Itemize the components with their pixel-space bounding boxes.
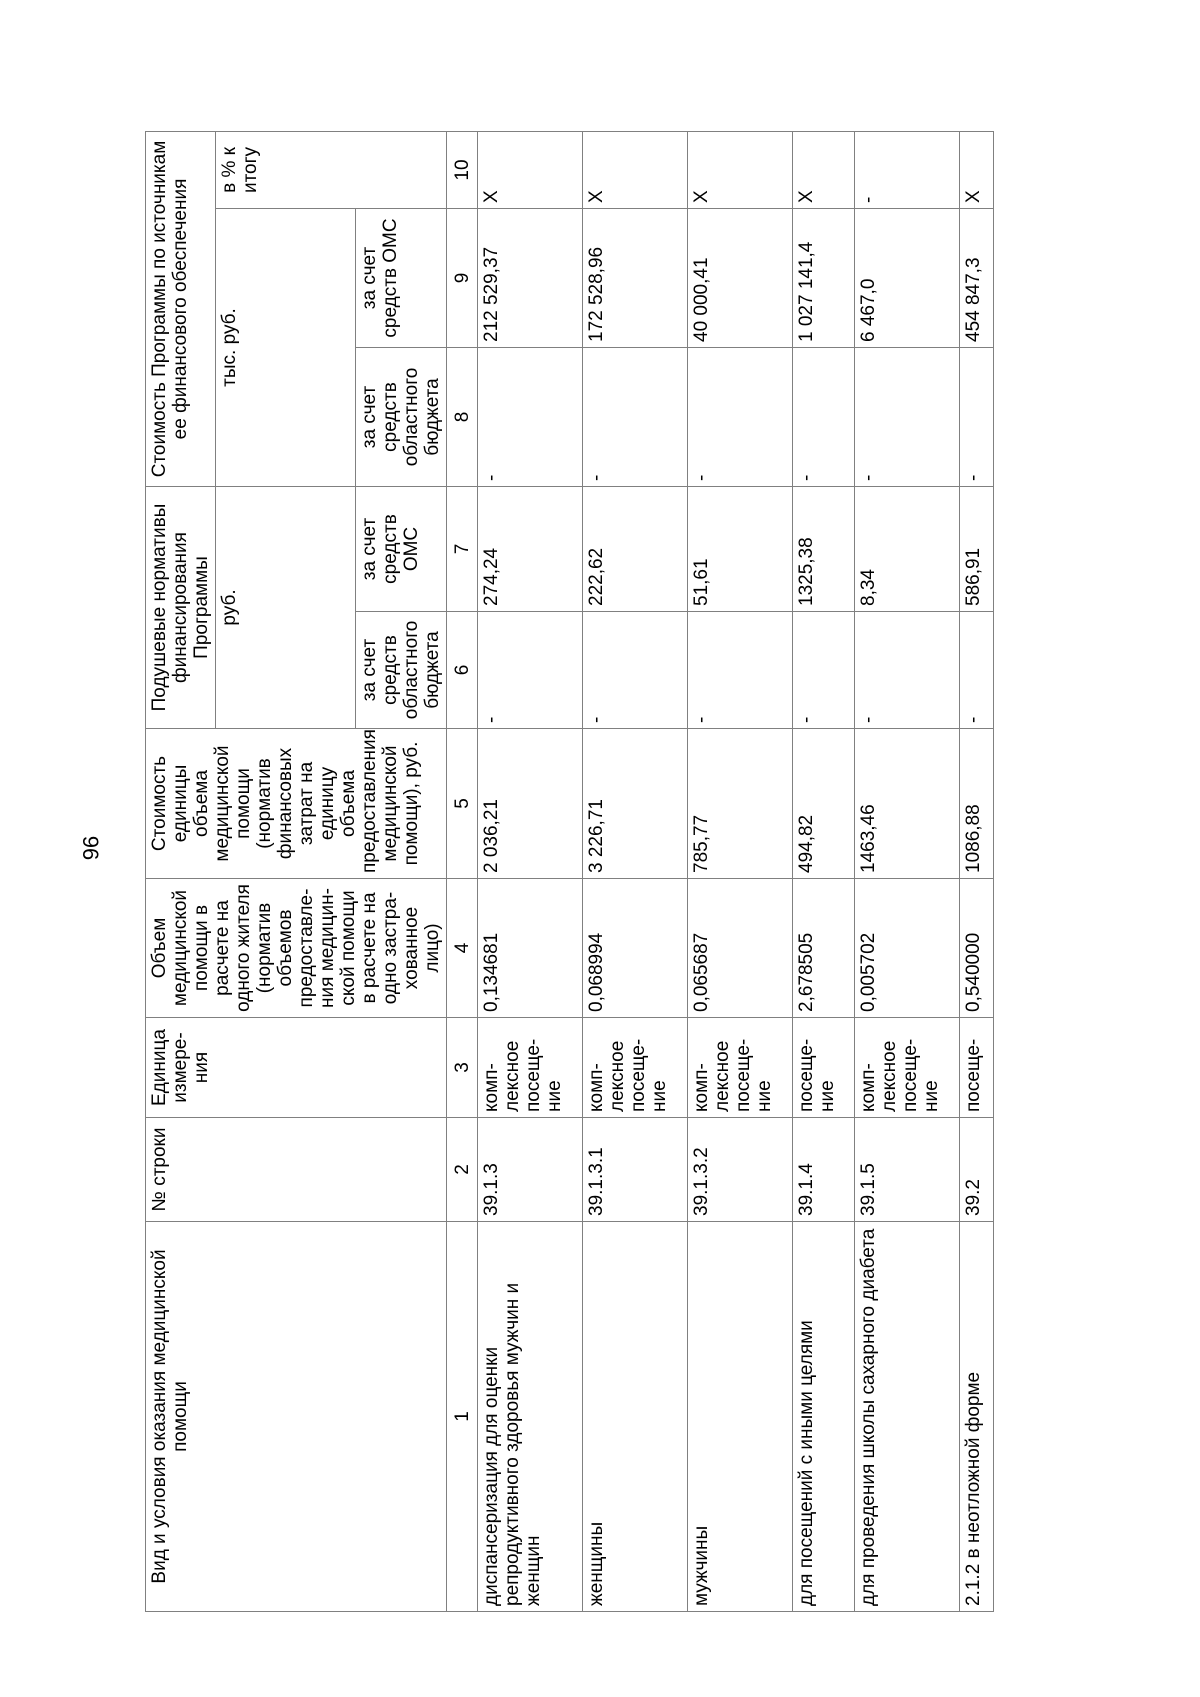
row-oms-cost: 6 467,0 <box>855 209 960 348</box>
row-volume: 0,065687 <box>688 879 793 1018</box>
table-row <box>583 131 688 1611</box>
row-name: для посещений с иными целями <box>793 1222 855 1612</box>
header-oms: за счет средств ОМС <box>356 209 447 348</box>
header-volume: Объем медицинской помощи в расчете на одного жителя (норматив объемов предоставле-ния медицин-ской помощи в расчете на одно застра-хованное лицо) <box>146 879 447 1018</box>
row-regional-per-capita: - <box>855 612 960 729</box>
row-unit: посеще-ние <box>793 1018 855 1118</box>
row-regional-cost: - <box>478 348 583 487</box>
row-unit: посеще- <box>960 1018 994 1118</box>
header-oms: за счет средств ОМС <box>356 487 447 612</box>
row-unit-cost: 494,82 <box>793 729 855 879</box>
row-number: 39.1.3 <box>478 1118 583 1222</box>
row-regional-cost: - <box>855 348 960 487</box>
row-volume: 0,540000 <box>960 879 994 1018</box>
row-name: 2.1.2 в неотложной форме <box>960 1222 994 1612</box>
rotated-table-wrapper <box>145 132 1125 1612</box>
table-row <box>688 131 793 1611</box>
row-name: женщины <box>583 1222 688 1612</box>
row-oms-per-capita: 222,62 <box>583 487 688 612</box>
row-regional-per-capita: - <box>478 612 583 729</box>
row-volume: 0,134681 <box>478 879 583 1018</box>
row-number: 39.1.5 <box>855 1118 960 1222</box>
column-number: 8 <box>447 348 478 487</box>
column-number: 4 <box>447 879 478 1018</box>
row-oms-cost: 454 847,3 <box>960 209 994 348</box>
row-percent: Х <box>793 131 855 208</box>
row-percent: Х <box>583 131 688 208</box>
row-regional-cost: - <box>583 348 688 487</box>
table-row <box>793 131 855 1611</box>
column-number: 10 <box>447 131 478 208</box>
row-regional-cost: - <box>688 348 793 487</box>
column-number: 2 <box>447 1118 478 1222</box>
page-number: 96 <box>78 835 103 861</box>
header-per-capita-group: Подушевые нормативы финансирования Программы <box>146 487 216 729</box>
column-number: 7 <box>447 487 478 612</box>
header-kind: Вид и условия оказания медицинской помощи <box>146 1222 447 1612</box>
header-regional-budget: за счет средств областного бюджета <box>356 612 447 729</box>
row-oms-per-capita: 8,34 <box>855 487 960 612</box>
row-regional-per-capita: - <box>583 612 688 729</box>
row-name: для проведения школы сахарного диабета <box>855 1222 960 1612</box>
header-program-cost-group: Стоимость Программы по источникам ее финансового обеспечения <box>146 131 216 486</box>
header-unit-cost: Стоимость единицы объема медицинской помощи (норматив финансовых затрат на единицу объема предоставления медицинской помощи), руб. <box>146 729 447 879</box>
row-regional-cost: - <box>960 348 994 487</box>
column-number: 9 <box>447 209 478 348</box>
row-volume: 0,068994 <box>583 879 688 1018</box>
table-row <box>855 131 960 1611</box>
column-number: 6 <box>447 612 478 729</box>
row-percent: Х <box>688 131 793 208</box>
row-name: диспансеризация для оценки репродуктивного здоровья мужчин и женщин <box>478 1222 583 1612</box>
row-regional-per-capita: - <box>960 612 994 729</box>
row-name: мужчины <box>688 1222 793 1612</box>
row-unit-cost: 3 226,71 <box>583 729 688 879</box>
row-regional-per-capita: - <box>793 612 855 729</box>
row-number: 39.1.4 <box>793 1118 855 1222</box>
row-oms-cost: 1 027 141,4 <box>793 209 855 348</box>
row-unit-cost: 1463,46 <box>855 729 960 879</box>
row-volume: 2,678505 <box>793 879 855 1018</box>
row-oms-cost: 40 000,41 <box>688 209 793 348</box>
row-oms-cost: 212 529,37 <box>478 209 583 348</box>
row-percent: Х <box>478 131 583 208</box>
row-oms-per-capita: 586,91 <box>960 487 994 612</box>
header-program-cost-unit: тыс. руб. <box>216 209 356 487</box>
row-number: 39.1.3.2 <box>688 1118 793 1222</box>
financing-table <box>145 131 994 1612</box>
row-percent: - <box>855 131 960 208</box>
row-unit: комп-лексное посеще-ние <box>583 1018 688 1118</box>
header-regional-budget: за счет средств областного бюджета <box>356 348 447 487</box>
row-regional-per-capita: - <box>688 612 793 729</box>
row-unit: комп-лексное посеще-ние <box>855 1018 960 1118</box>
row-volume: 0,005702 <box>855 879 960 1018</box>
header-percent-total: в % к итогу <box>216 131 447 208</box>
header-line-number: № строки <box>146 1118 447 1222</box>
row-oms-cost: 172 528,96 <box>583 209 688 348</box>
header-per-capita-unit: руб. <box>216 487 356 729</box>
table-row <box>960 131 994 1611</box>
row-unit-cost: 2 036,21 <box>478 729 583 879</box>
row-oms-per-capita: 1325,38 <box>793 487 855 612</box>
column-number: 1 <box>447 1222 478 1612</box>
table-row <box>478 131 583 1611</box>
column-number: 5 <box>447 729 478 879</box>
row-unit-cost: 1086,88 <box>960 729 994 879</box>
row-unit-cost: 785,77 <box>688 729 793 879</box>
column-numbers-row <box>447 131 478 1611</box>
row-unit: комп-лексное посеще-ние <box>478 1018 583 1118</box>
row-oms-per-capita: 51,61 <box>688 487 793 612</box>
column-number: 3 <box>447 1018 478 1118</box>
row-oms-per-capita: 274,24 <box>478 487 583 612</box>
header-unit: Единица измере-ния <box>146 1018 447 1118</box>
row-unit: комп-лексное посеще-ние <box>688 1018 793 1118</box>
row-percent: Х <box>960 131 994 208</box>
row-number: 39.2 <box>960 1118 994 1222</box>
row-regional-cost: - <box>793 348 855 487</box>
row-number: 39.1.3.1 <box>583 1118 688 1222</box>
